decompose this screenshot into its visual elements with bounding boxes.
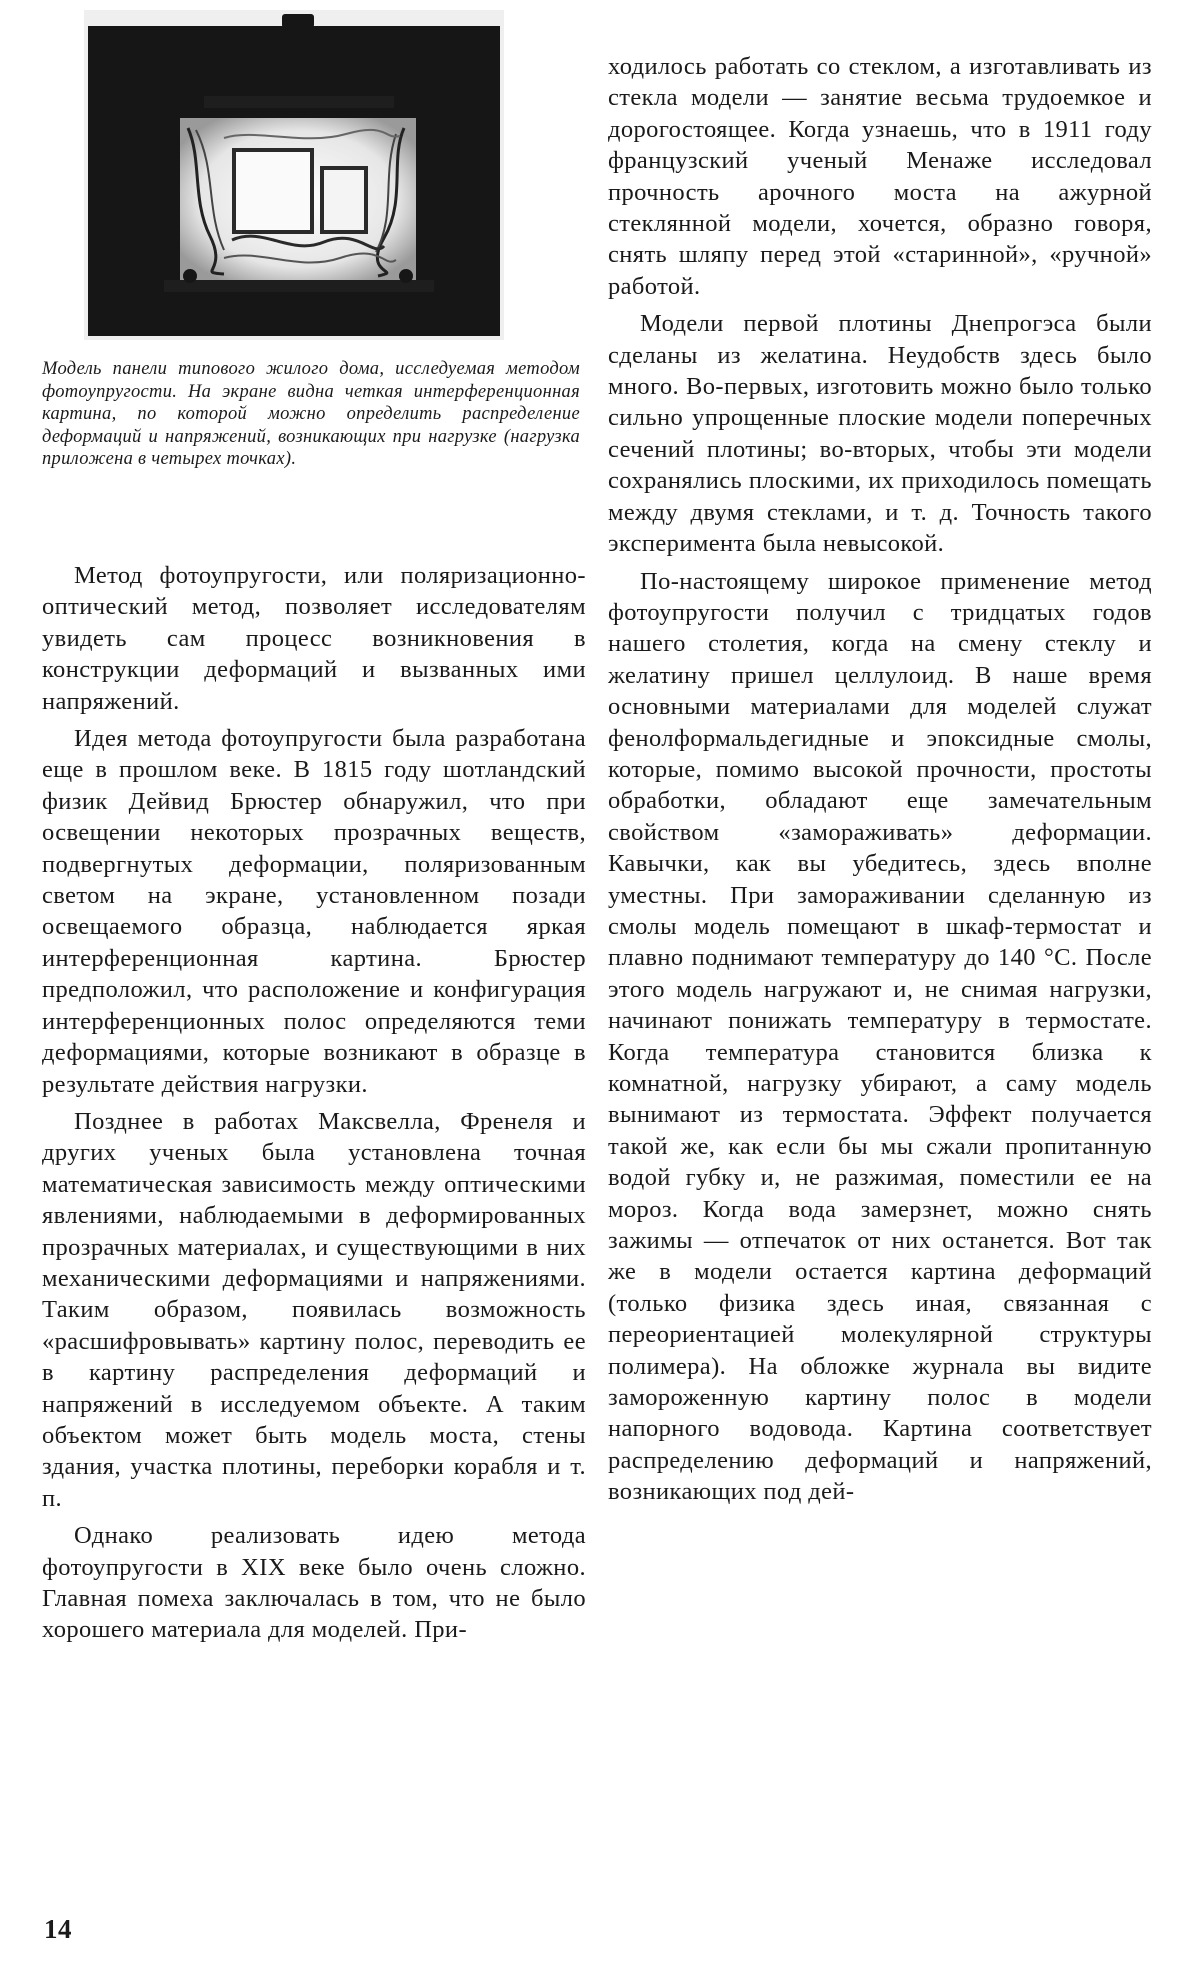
paragraph: Модели первой плотины Днепрогэса были сделаны из желатина. Неудобств здесь было много. Во-первых, изготовить можно было только сильно упрощенные плоские модели поперечных сечений плотины; во-вторых, чтобы эти модели сохранялись плоскими, их приходилось помещать между двумя стеклами, и т. д. Точность такого эксперимента была невысокой.: [608, 310, 1152, 558]
paragraph: ходилось работать со стеклом, а изготавливать из стекла модели — занятие весьма трудоемкое и дорогостоящее. Когда узнаешь, что в 1911 году французский ученый Менаже исследовал прочность арочного моста на ажурной стеклянной модели, хочется, образно говоря, снять шляпу перед этой «старинной», «ручной» работой.: [608, 53, 1152, 300]
paragraph: Позднее в работах Максвелла, Френеля и других ученых была установлена точная математическая зависимость между оптическими явлениями, наблюдаемыми в деформированных прозрачных материалах, и существующими в них механическими деформациями и напряжениями. Таким образом, появилась возможность «расшифровывать» картину полос, переводить ее в картину распределения деформаций и напряжений в исследуемом объекте. А таким объектом может быть модель моста, стены здания, участка плотины, переборки корабля и т. п.: [42, 1107, 586, 1512]
page-number: 14: [44, 1914, 72, 1944]
paragraph: Однако реализовать идею метода фотоупругости в XIX веке было очень сложно. Главная помеха заключалась в том, что не было хорошего материала для моделей. При-: [42, 1522, 586, 1644]
figure-caption: Модель панели типового жилого дома, исследуемая методом фотоупругости. На экране видна четкая интерференционная картина, по которой можно определить распределение деформаций и напряжений, возникающих при нагрузке (нагрузка приложена в четырех точках).: [42, 359, 580, 469]
figure-photo: [84, 10, 504, 340]
paragraph: Метод фотоупругости, или поляризационно-оптический метод, позволяет исследователям увидеть сам процесс возникновения в конструкции деформаций и вызванных ими напряжений.: [42, 562, 586, 715]
paragraph: Идея метода фотоупругости была разработана еще в прошлом веке. В 1815 году шотландский физик Дейвид Брюстер обнаружил, что при освещении некоторых прозрачных веществ, подвергнутых деформации, поляризованным светом на экране, установленном позади освещаемого образца, наблюдается яркая интерференционная картина. Брюстер предположил, что расположение и конфигурация интерференционных полос определяются теми деформациями, которые возникают в образце в результате действия нагрузки.: [42, 725, 586, 1098]
right-text-column: [608, 51, 1152, 1514]
left-text-column: [42, 560, 586, 1652]
photoelastic-panel-image: [84, 10, 504, 340]
paragraph: По-настоящему широкое применение метод фотоупругости получил с тридцатых годов нашего столетия, когда на смену стеклу и желатину пришел целлулоид. В наше время основными материалами для моделей служат фенолформальдегидные и эпоксидные смолы, которые, помимо высокой прочности, простоты обработки, обладают еще замечательным свойством «замораживать» деформации. Кавычки, как вы убедитесь, здесь вполне уместны. При замораживании сделанную из смолы модель помещают в шкаф-термостат и плавно поднимают температуру до 140 °С. После этого модель нагружают и, не снимая нагрузки, начинают понижать температуру в термостате. Когда температура становится близка к комнатной, нагрузку убирают, а саму модель вынимают из термостата. Эффект получается такой же, как если бы мы сжали пропитанную водой губку и, не разжимая, поместили ее на мороз. Когда вода замерзнет, можно снять зажимы — отпечаток от них останется. Вот так же в модели остается картина деформаций (только физика здесь иная, связанная с переориентацией молекулярной структуры полимера). На обложке журнала вы видите замороженную картину полос в модели напорного водовода. Картина соответствует распределению деформаций и напряжений, возникающих под дей-: [608, 567, 1152, 1506]
